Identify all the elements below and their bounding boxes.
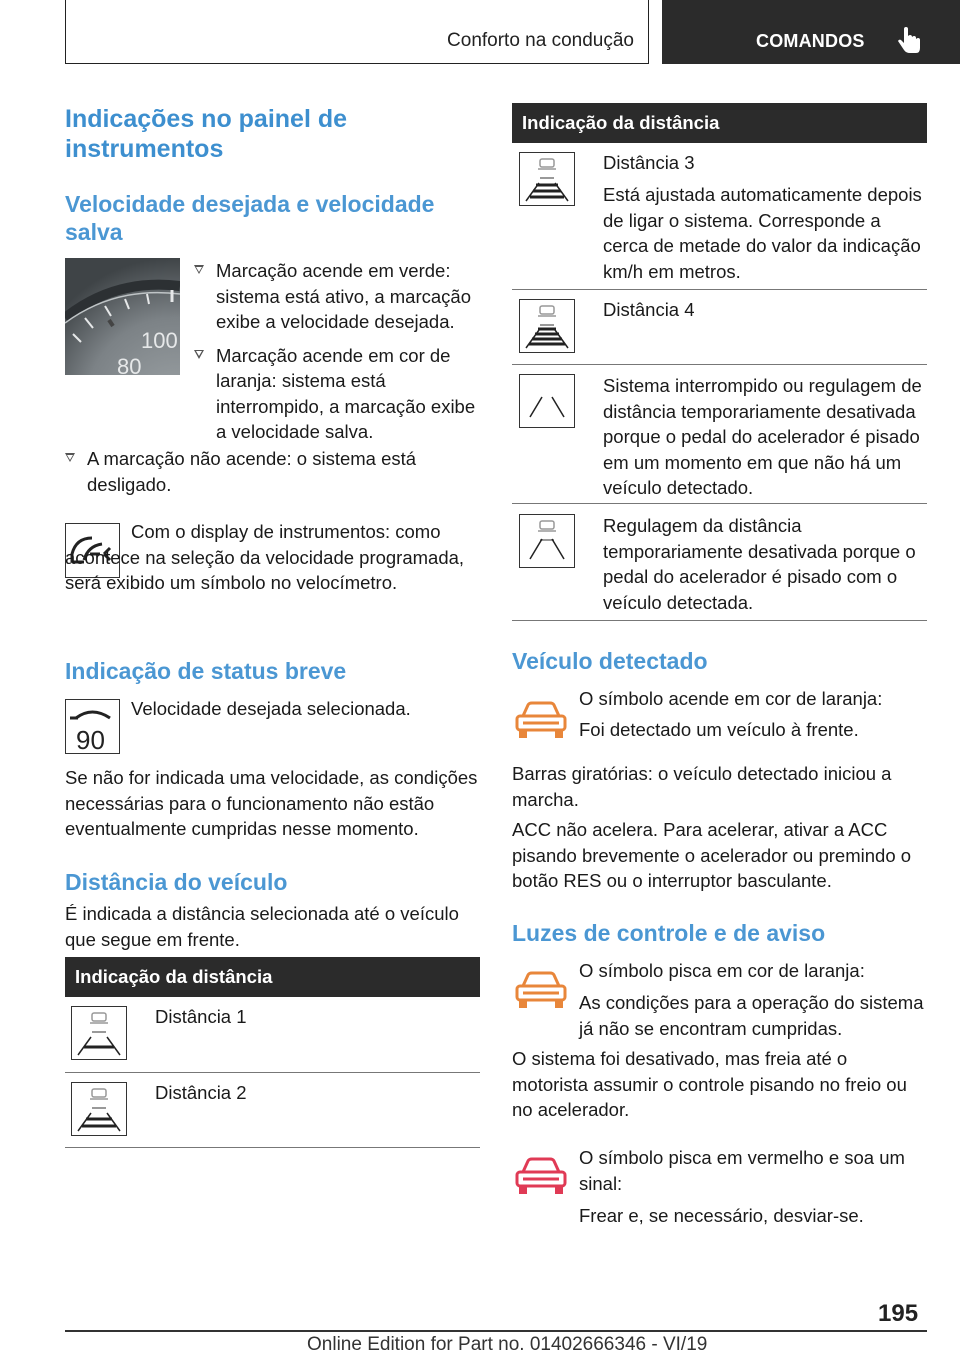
warn-line-1: O símbolo pisca em cor de laranja: bbox=[579, 960, 865, 981]
status-icon-value: 90 bbox=[76, 725, 105, 753]
distance-interrupted-icon bbox=[519, 374, 575, 428]
table-row-text: Regulagem da distância temporariamente desativada porque o pedal do acelerador é pisado com o veículo detectada. bbox=[603, 515, 916, 613]
table-divider bbox=[512, 289, 927, 290]
table-row-text: Distância 1 bbox=[155, 1006, 247, 1027]
subtitle-status: Indicação de status breve bbox=[65, 658, 347, 684]
paragraph-barras: Barras giratórias: o veículo detectado iniciou a marcha. bbox=[512, 763, 892, 810]
header-chapter-title: COMANDOS bbox=[756, 31, 865, 51]
table-divider bbox=[512, 364, 927, 365]
car-warning-orange-icon bbox=[513, 970, 569, 1012]
speedo-label-80: 80 bbox=[117, 354, 142, 375]
red-line-1: O símbolo pisca em vermelho e soa um sinal: bbox=[579, 1147, 905, 1194]
bullet-item: A marcação não acende: o sistema está desligado. bbox=[65, 446, 480, 497]
bullet-item: Marcação acende em cor de laranja: sistema está interrompido, a marcação exibe a velocidade salva. bbox=[194, 343, 484, 445]
distance-paragraph: É indicada a distância selecionada até o veículo que segue em frente. bbox=[65, 903, 459, 950]
warn-line-2: As condições para a operação do sistema já não se encontram cumpridas. bbox=[579, 992, 924, 1039]
subtitle-luzes: Luzes de controle e de aviso bbox=[512, 920, 826, 946]
table-header-left: Indicação da distância bbox=[65, 957, 480, 997]
bullet-list-off bbox=[65, 446, 480, 505]
table-row-text: Sistema interrompido ou regulagem de distância temporariamente desativada porque o pedal do acelerador é pisado em um momento em que não há um veículo detectado. bbox=[603, 375, 922, 498]
car-warning-red-icon bbox=[513, 1156, 569, 1198]
status-paragraph: Se não for indicada uma velocidade, as condições necessárias para o funcionamento não estão eventualmente cumpridas nesse momento. bbox=[65, 767, 478, 839]
subtitle-veiculo-detectado: Veículo detectado bbox=[512, 648, 708, 674]
paragraph-desativado: O sistema foi desativado, mas freia até o motorista assumir o controle pisando no freio ou no acelerador. bbox=[512, 1048, 907, 1120]
bullet-item: Marcação acende em verde: sistema está ativo, a marcação exibe a velocidade desejada. bbox=[194, 258, 484, 335]
table-divider bbox=[512, 503, 927, 504]
triangle-bullet-icon bbox=[194, 265, 204, 274]
distance-4-icon bbox=[519, 299, 575, 353]
paragraph-acc: ACC não acelera. Para acelerar, ativar a ACC pisando brevemente o acelerador ou premindo o botão RES ou o interruptor basculante. bbox=[512, 819, 912, 891]
speedometer-image bbox=[65, 258, 180, 375]
table-row-title: Distância 4 bbox=[603, 299, 695, 320]
status-text: Velocidade desejada selecionada. bbox=[131, 698, 411, 719]
display-paragraph: Com o display de instrumentos: como acontece na seleção da velocidade programada, será exibido um símbolo no velocímetro. bbox=[65, 521, 465, 593]
red-line-2: Frear e, se necessário, desviar-se. bbox=[579, 1205, 864, 1226]
page-title: Indicações no painel de instrumentos bbox=[65, 105, 348, 163]
bullet-list-speed bbox=[194, 258, 484, 453]
header-section-tab bbox=[65, 0, 649, 64]
hand-pointer-icon bbox=[894, 26, 924, 56]
table-header-right: Indicação da distância bbox=[512, 103, 927, 143]
table-row-text: Distância 2 bbox=[155, 1082, 247, 1103]
triangle-bullet-icon bbox=[65, 453, 75, 462]
distance-2-icon bbox=[71, 1082, 127, 1136]
footer-edition: Online Edition for Part no. 01402666346 - VI/19 bbox=[307, 1334, 708, 1355]
header-section-title: Conforto na condução bbox=[447, 30, 634, 51]
page-number: 195 bbox=[878, 1300, 919, 1327]
table-row-text: Está ajustada automaticamente depois de ligar o sistema. Corresponde a cerca de metade do valor da indicação km/h em metros. bbox=[603, 184, 922, 282]
distance-paused-icon bbox=[519, 514, 575, 568]
car-detected-orange-icon bbox=[513, 700, 569, 742]
table-divider bbox=[65, 1072, 480, 1073]
speed-status-icon bbox=[65, 699, 120, 754]
detected-line-1: O símbolo acende em cor de laranja: bbox=[579, 688, 883, 709]
table-divider bbox=[512, 620, 927, 621]
table-row-title: Distância 3 bbox=[603, 152, 695, 173]
triangle-bullet-icon bbox=[194, 350, 204, 359]
distance-3-icon bbox=[519, 152, 575, 206]
footer-divider bbox=[65, 1330, 927, 1332]
speedo-label-100: 100 bbox=[141, 328, 178, 353]
subtitle-distancia: Distância do veículo bbox=[65, 869, 288, 895]
distance-1-icon bbox=[71, 1006, 127, 1060]
detected-line-2: Foi detectado um veículo à frente. bbox=[579, 719, 859, 740]
table-divider bbox=[65, 1147, 480, 1148]
subtitle-velocidade: Velocidade desejada e velocidade salva bbox=[65, 191, 435, 245]
